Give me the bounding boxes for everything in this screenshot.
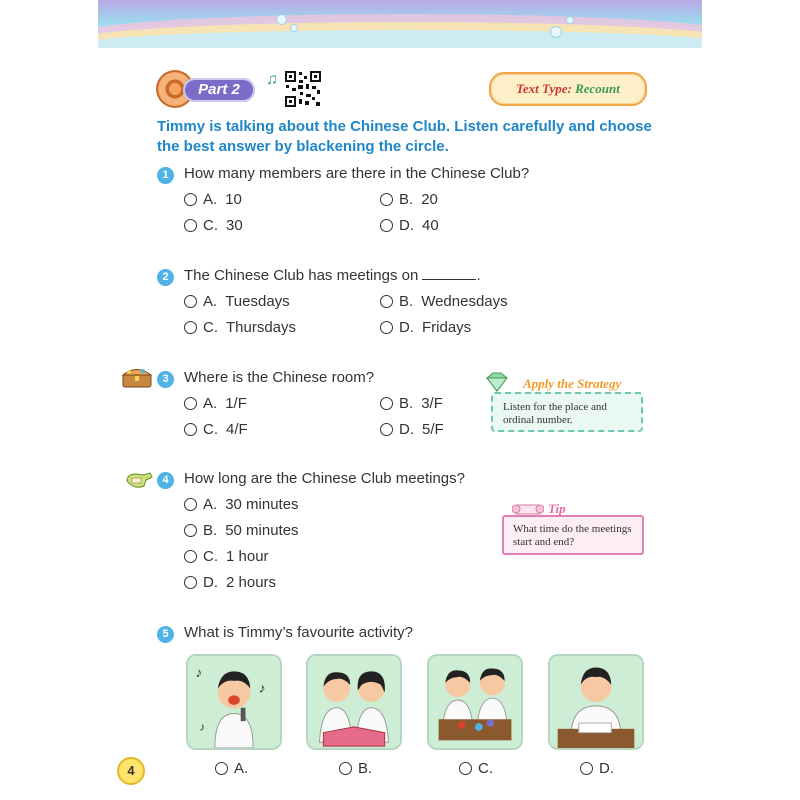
option-text: 40 [422, 217, 439, 234]
question-text: How long are the Chinese Club meetings? [184, 470, 465, 487]
svg-text:♪: ♪ [195, 665, 203, 681]
gem-icon [483, 372, 511, 392]
instructions: Timmy is talking about the Chinese Club. Listen carefully and choose the best answer by blackening the circle. [157, 118, 652, 155]
text-type-value: Recount [575, 81, 620, 96]
answer-circle[interactable] [184, 295, 197, 308]
top-banner [98, 0, 702, 48]
scroll-icon [512, 501, 544, 517]
option-q3-d[interactable] [380, 421, 444, 438]
option-q1-a[interactable] [184, 191, 242, 208]
treasure-chest-icon [121, 366, 153, 388]
apply-strategy-box [491, 392, 643, 432]
question-number: 5 [157, 626, 174, 643]
answer-circle[interactable] [184, 576, 197, 589]
option-q5-a[interactable] [215, 760, 248, 777]
answer-circle[interactable] [184, 524, 197, 537]
answer-circle[interactable] [380, 321, 393, 334]
option-q2-a[interactable] [184, 293, 290, 310]
question-text [184, 267, 481, 284]
question-text-before: The Chinese Club has meetings on [184, 267, 419, 284]
option-q1-c[interactable] [184, 217, 243, 234]
option-letter: B. [358, 760, 373, 777]
answer-circle[interactable] [184, 219, 197, 232]
option-q5-b[interactable] [339, 760, 372, 777]
text-type-label: Text Type: [516, 81, 572, 96]
question-number: 1 [157, 167, 174, 184]
option-q3-b[interactable] [380, 395, 443, 412]
option-text: Wednesdays [421, 293, 508, 310]
answer-circle[interactable] [380, 423, 393, 436]
option-text: 30 minutes [225, 496, 299, 513]
qr-code-icon[interactable] [284, 70, 322, 108]
option-text: 30 [226, 217, 243, 234]
question-text: Where is the Chinese room? [184, 369, 375, 386]
option-q4-a[interactable] [184, 496, 299, 513]
answer-circle[interactable] [215, 762, 228, 775]
question-number: 2 [157, 269, 174, 286]
question-text: What is Timmy’s favourite activity? [184, 624, 413, 641]
tip-title: Tip [548, 501, 566, 516]
answer-circle[interactable] [184, 550, 197, 563]
bubble-icon [566, 16, 574, 24]
option-letter: B. [399, 293, 414, 310]
option-letter: C. [478, 760, 493, 777]
option-letter: D. [599, 760, 614, 777]
option-q2-c[interactable] [184, 319, 296, 336]
answer-circle[interactable] [380, 295, 393, 308]
option-q1-d[interactable] [380, 217, 439, 234]
answer-circle[interactable] [380, 397, 393, 410]
option-q2-b[interactable] [380, 293, 508, 310]
option-text: 5/F [422, 421, 444, 438]
answer-blank [422, 267, 476, 280]
option-letter: A. [203, 293, 218, 310]
option-text: Tuesdays [225, 293, 290, 310]
picture-writing[interactable] [548, 654, 644, 750]
option-q3-a[interactable] [184, 395, 247, 412]
answer-circle[interactable] [580, 762, 593, 775]
option-q4-c[interactable] [184, 548, 269, 565]
option-letter: C. [203, 319, 218, 336]
option-letter: C. [203, 548, 218, 565]
apply-strategy-line: ordinal number. [503, 414, 573, 426]
question-text: How many members are there in the Chinese Club? [184, 165, 530, 182]
picture-board-game[interactable] [427, 654, 523, 750]
option-letter: A. [203, 496, 218, 513]
answer-circle[interactable] [339, 762, 352, 775]
tip-box [502, 515, 644, 555]
part-label: Part 2 [183, 78, 255, 102]
option-text: 20 [421, 191, 438, 208]
option-letter: A. [203, 191, 218, 208]
question-text-after: . [476, 267, 481, 284]
option-letter: D. [399, 421, 414, 438]
option-q5-c[interactable] [459, 760, 493, 777]
option-text: Thursdays [226, 319, 297, 336]
option-q2-d[interactable] [380, 319, 471, 336]
option-q1-b[interactable] [380, 191, 438, 208]
option-letter: D. [399, 217, 414, 234]
answer-circle[interactable] [184, 498, 197, 511]
text-type-badge [489, 72, 647, 106]
answer-circle[interactable] [184, 193, 197, 206]
option-letter: B. [203, 522, 218, 539]
option-q4-d[interactable] [184, 574, 276, 591]
option-letter: B. [399, 191, 414, 208]
option-letter: A. [234, 760, 249, 777]
bottle-icon [124, 469, 154, 491]
answer-circle[interactable] [459, 762, 472, 775]
picture-reading[interactable] [306, 654, 402, 750]
option-q5-d[interactable] [580, 760, 614, 777]
answer-circle[interactable] [184, 423, 197, 436]
picture-singing[interactable] [186, 654, 282, 750]
question-number: 3 [157, 371, 174, 388]
answer-circle[interactable] [380, 193, 393, 206]
option-letter: D. [399, 319, 414, 336]
option-letter: C. [203, 421, 218, 438]
bubble-icon [276, 14, 287, 25]
tip-line: What time do the meetings [513, 523, 632, 535]
option-letter: D. [203, 574, 218, 591]
apply-strategy-line: Listen for the place and [503, 401, 607, 413]
option-letter: B. [399, 395, 414, 412]
option-text: 2 hours [226, 574, 277, 591]
option-text: 1/F [225, 395, 247, 412]
option-letter: A. [203, 395, 218, 412]
option-q3-c[interactable] [184, 421, 248, 438]
option-text: 10 [225, 191, 242, 208]
answer-circle[interactable] [184, 321, 197, 334]
apply-strategy-title: Apply the Strategy [523, 376, 622, 391]
tip-line: start and end? [513, 536, 575, 548]
bubble-icon [550, 26, 562, 38]
question-number: 4 [157, 472, 174, 489]
option-text: 1 hour [226, 548, 269, 565]
option-q4-b[interactable] [184, 522, 299, 539]
svg-text:♪: ♪ [199, 721, 206, 734]
option-text: 4/F [226, 421, 248, 438]
bubble-icon [290, 24, 298, 32]
answer-circle[interactable] [380, 219, 393, 232]
answer-circle[interactable] [184, 397, 197, 410]
option-text: 50 minutes [225, 522, 299, 539]
page-number: 4 [117, 757, 145, 785]
option-letter: C. [203, 217, 218, 234]
option-text: 3/F [421, 395, 443, 412]
music-note-icon: ♫ [266, 71, 278, 88]
option-text: Fridays [422, 319, 472, 336]
svg-text:♪: ♪ [258, 680, 266, 696]
